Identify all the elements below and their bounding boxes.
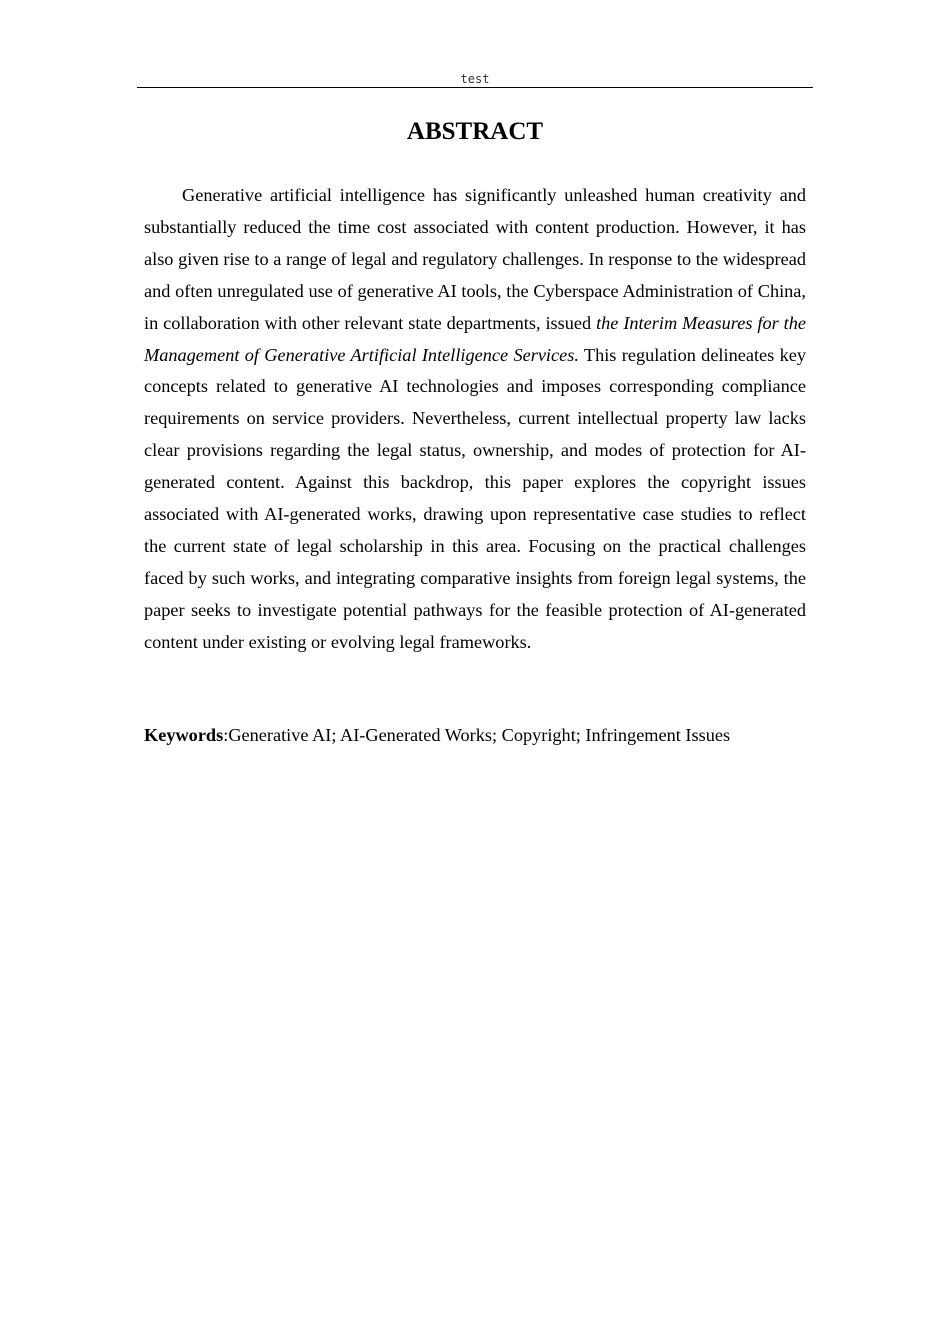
abstract-text-part1: Generative artificial intelligence has significantly unleashed human creativity and substantially reduced the time cost associated with content production. However, it has also given rise to a range of legal and regulatory challenges. In response to the widespread and often unregulated use of generative AI tools, the Cyberspace Administration of China, in collaboration with other relevant state departments, issued: [144, 185, 806, 333]
running-header: test: [460, 72, 490, 86]
keywords-separator: :: [223, 725, 229, 745]
regulation-title: the Interim Measures for the Management of Generative Artificial Intelligence Services.: [144, 312, 806, 365]
abstract-title: ABSTRACT: [406, 118, 544, 145]
keywords-label: Keywords: [144, 725, 224, 745]
header-rule: [137, 87, 813, 88]
keywords-value: Generative AI; AI-Generated Works; Copyright; Infringement Issues: [228, 725, 731, 745]
keywords-line: [144, 720, 806, 750]
abstract-paragraph: [144, 180, 806, 659]
abstract-text-part2: This regulation delineates key concepts related to generative AI technologies and imposes corresponding compliance requirements on service providers. Nevertheless, current intellectual property law lacks clear provisions regarding the legal status, ownership, and modes of protection for AI-generated content. Against this backdrop, this paper explores the copyright issues associated with AI-generated works, drawing upon representative case studies to reflect the current state of legal scholarship in this area. Focusing on the practical challenges faced by such works, and integrating comparative insights from foreign legal systems, the paper seeks to investigate potential pathways for the feasible protection of AI-generated content under existing or evolving legal frameworks.: [144, 344, 806, 652]
